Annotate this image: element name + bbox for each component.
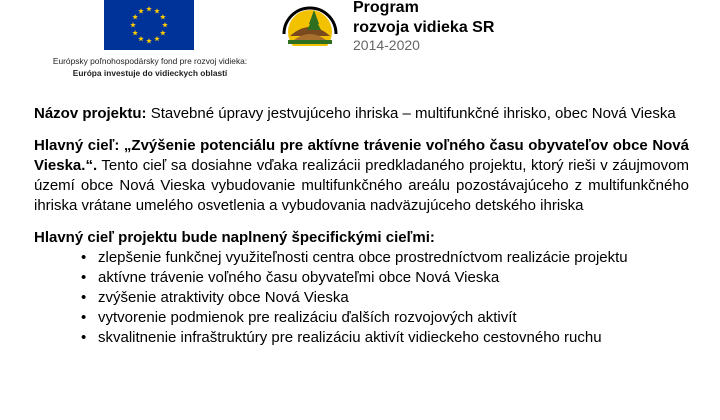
list-item: • vytvorenie podmienok pre realizáciu ďalších rozvojových aktivít (34, 308, 689, 328)
specific-goals-list (34, 248, 689, 348)
program-line2: rozvoja vidieka SR (353, 19, 495, 36)
main-goal-bold: „Zvýšenie potenciálu pre aktívne trávenie voľného času obyvateľov obce Nová Vieska.“. (34, 137, 689, 174)
document-body (34, 104, 689, 348)
specific-goals-heading: Hlavný cieľ projektu bude naplnený špecifickými cieľmi: (34, 229, 435, 246)
project-name-label: Názov projektu: (34, 105, 147, 122)
list-item: • skvalitnenie infraštruktúry pre realizáciu aktivít vidieckeho cestovného ruchu (34, 328, 689, 348)
project-name (34, 104, 689, 124)
program-title (353, 0, 494, 54)
eu-flag-logo (104, 0, 194, 50)
list-item: • aktívne trávenie voľného času obyvateľmi obce Nová Vieska (34, 268, 689, 288)
list-item: • zvýšenie atraktivity obce Nová Vieska (34, 288, 689, 308)
main-goal-label: Hlavný cieľ: (34, 137, 120, 154)
main-goal-text: Tento cieľ sa dosiahne vďaka realizácii predkladaného projektu, ktorý rieši v záujmovom území obce Nová Vieska vybudovanie multifunkčného areálu pozostávajúceho z multifunkčného ihriska vrátane umelého osvetlenia a vybudovania nadväzujúceho detského ihriska (34, 157, 689, 214)
list-item: • zlepšenie funkčnej využiteľnosti centra obce prostredníctvom realizácie projektu (34, 248, 689, 268)
project-name-value: Stavebné úpravy jestvujúceho ihriska – multifunkčné ihrisko, obec Nová Vieska (150, 105, 676, 122)
program-years: 2014-2020 (353, 37, 420, 53)
rural-program-logo (278, 0, 342, 46)
eu-caption-line2: Európa investuje do vidieckych oblastí (72, 68, 228, 78)
eu-caption-line1: Európsky poľnohospodársky fond pre rozvoj vidieka: (52, 56, 248, 66)
program-line1: Program (353, 0, 419, 16)
main-goal (34, 136, 689, 216)
eu-caption (0, 55, 300, 79)
